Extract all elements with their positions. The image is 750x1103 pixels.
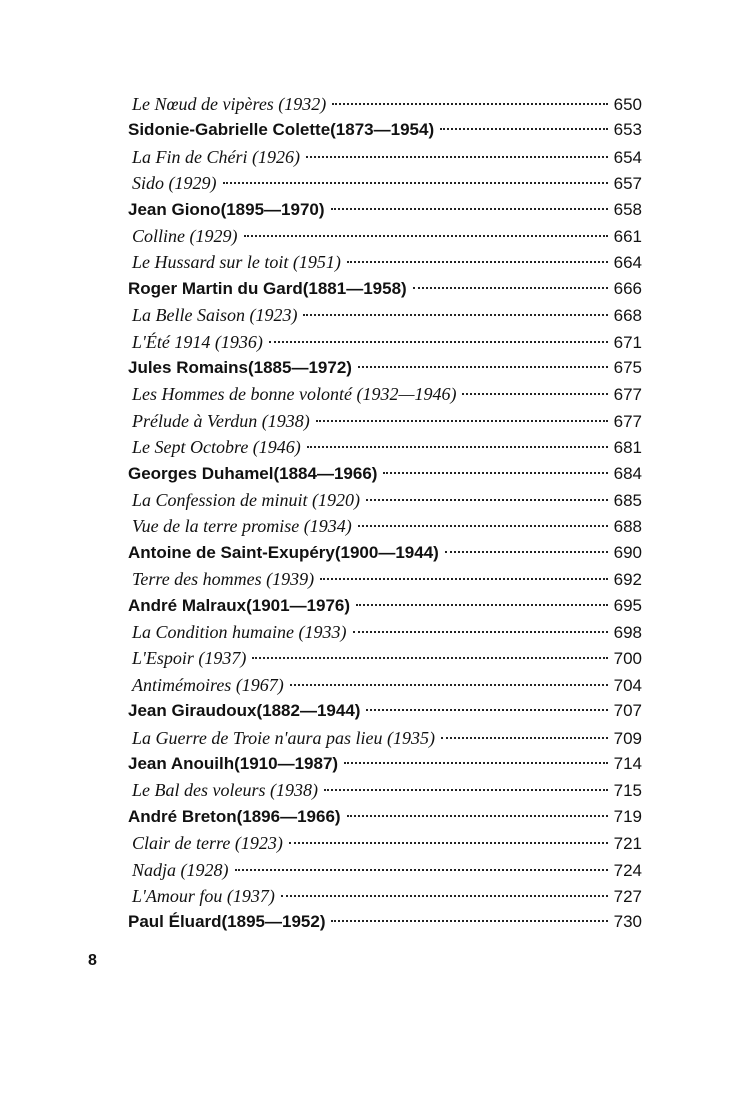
dot-leader xyxy=(306,156,608,158)
toc-work-entry[interactable] xyxy=(132,332,642,358)
toc-work-entry[interactable] xyxy=(132,648,642,674)
toc-entry-page-number: 675 xyxy=(613,358,642,377)
toc-entry-title: Roger Martin du Gard(1881—1958) xyxy=(128,278,407,298)
toc-work-entry[interactable] xyxy=(132,780,642,806)
toc-work-entry[interactable] xyxy=(132,226,642,252)
dot-leader xyxy=(383,472,607,474)
toc-author-entry[interactable] xyxy=(128,596,642,622)
dot-leader xyxy=(307,446,608,448)
dot-leader xyxy=(441,737,608,739)
toc-entry-title: La Fin de Chéri (1926) xyxy=(132,146,300,167)
toc-entry-page-number: 698 xyxy=(613,623,642,642)
toc-author-entry[interactable] xyxy=(128,464,642,490)
toc-author-entry[interactable] xyxy=(128,912,642,938)
dot-leader xyxy=(413,287,608,289)
dot-leader xyxy=(366,709,607,711)
toc-entry-page-number: 664 xyxy=(613,253,642,273)
dot-leader xyxy=(347,261,608,263)
dot-leader xyxy=(281,895,608,897)
toc-entry-page-number: 692 xyxy=(613,570,642,590)
toc-entry-title: Le Nœud de vipères (1932) xyxy=(132,94,327,114)
dot-leader xyxy=(269,341,608,343)
toc-entry-title: Sidonie-Gabrielle Colette(1873—1954) xyxy=(128,120,435,140)
dot-leader xyxy=(303,314,607,316)
toc-entry-title: L'Amour fou (1937) xyxy=(132,886,275,906)
toc-author-entry[interactable] xyxy=(128,807,642,833)
toc-entry-page-number: 666 xyxy=(613,278,642,298)
toc-entry-page-number: 653 xyxy=(613,120,642,140)
toc-work-entry[interactable] xyxy=(132,569,642,595)
toc-entry-page-number: 719 xyxy=(613,806,642,826)
toc-entry-title: La Confession de minuit (1920) xyxy=(132,490,360,510)
toc-author-entry[interactable] xyxy=(128,200,642,226)
toc-author-entry[interactable] xyxy=(128,120,642,146)
dot-leader xyxy=(252,657,607,659)
toc-entry-page-number: 690 xyxy=(613,542,642,562)
toc-entry-title: Paul Éluard(1895—1952) xyxy=(128,912,326,932)
dot-leader xyxy=(353,631,608,633)
toc-entry-page-number: 727 xyxy=(613,887,642,906)
toc-work-entry[interactable] xyxy=(132,437,642,463)
toc-entry-page-number: 668 xyxy=(613,306,642,326)
dot-leader xyxy=(366,499,608,501)
toc-entry-page-number: 671 xyxy=(613,332,642,352)
toc-entry-page-number: 685 xyxy=(613,491,642,510)
dot-leader xyxy=(358,366,608,368)
toc-work-entry[interactable] xyxy=(132,622,642,648)
toc-work-entry[interactable] xyxy=(132,411,642,437)
toc-work-entry[interactable] xyxy=(132,860,642,886)
toc-entry-title: André Malraux(1901—1976) xyxy=(128,595,351,615)
dot-leader xyxy=(316,420,608,422)
toc-entry-page-number: 681 xyxy=(613,438,642,458)
toc-work-entry[interactable] xyxy=(132,173,642,199)
dot-leader xyxy=(358,525,608,527)
toc-work-entry[interactable] xyxy=(132,516,642,542)
dot-leader xyxy=(347,815,608,817)
toc-entry-title: La Condition humaine (1933) xyxy=(132,622,347,642)
toc-entry-page-number: 650 xyxy=(613,95,642,114)
toc-author-entry[interactable] xyxy=(128,543,642,569)
toc-entry-page-number: 654 xyxy=(613,147,642,167)
toc-author-entry[interactable] xyxy=(128,754,642,780)
toc-entry-page-number: 657 xyxy=(613,174,642,194)
toc-work-entry[interactable] xyxy=(132,252,642,278)
toc-author-entry[interactable] xyxy=(128,279,642,305)
toc-work-entry[interactable] xyxy=(132,94,642,120)
toc-work-entry[interactable] xyxy=(132,384,642,410)
toc-entry-page-number: 709 xyxy=(613,728,642,748)
toc-author-entry[interactable] xyxy=(128,701,642,727)
toc-entry-title: Clair de terre (1923) xyxy=(132,833,283,854)
toc-entry-page-number: 695 xyxy=(613,595,642,615)
toc-entry-page-number: 661 xyxy=(613,227,642,246)
toc-entry-title: Jean Anouilh(1910—1987) xyxy=(128,754,339,773)
toc-work-entry[interactable] xyxy=(132,675,642,701)
dot-leader xyxy=(445,551,608,553)
toc-entry-title: Terre des hommes (1939) xyxy=(132,569,315,590)
toc-entry-page-number: 704 xyxy=(613,675,642,695)
dot-leader xyxy=(324,789,608,791)
toc-entry-title: Sido (1929) xyxy=(132,173,217,194)
toc-author-entry[interactable] xyxy=(128,358,642,384)
dot-leader xyxy=(223,182,608,184)
dot-leader xyxy=(320,578,607,580)
toc-entry-title: Antimémoires (1967) xyxy=(132,674,284,695)
dot-leader xyxy=(332,103,607,105)
toc-entry-page-number: 688 xyxy=(613,517,642,537)
toc-entry-title: La Belle Saison (1923) xyxy=(132,305,298,326)
toc-entry-title: André Breton(1896—1966) xyxy=(128,806,341,826)
dot-leader xyxy=(344,762,608,764)
toc-entry-page-number: 684 xyxy=(613,463,642,483)
toc-entry-title: Nadja (1928) xyxy=(132,859,229,880)
toc-entry-title: L'Été 1914 (1936) xyxy=(132,331,263,352)
toc-entry-page-number: 707 xyxy=(613,701,642,721)
toc-work-entry[interactable] xyxy=(132,305,642,331)
toc-entry-title: Les Hommes de bonne volonté (1932—1946) xyxy=(132,384,457,405)
toc-entry-title: Le Hussard sur le toit (1951) xyxy=(132,252,341,273)
toc-work-entry[interactable] xyxy=(132,490,642,516)
toc-entry-page-number: 714 xyxy=(613,754,642,773)
toc-work-entry[interactable] xyxy=(132,147,642,173)
toc-entry-page-number: 658 xyxy=(613,199,642,219)
dot-leader xyxy=(289,842,608,844)
toc-entry-page-number: 724 xyxy=(613,860,642,880)
toc-work-entry[interactable] xyxy=(132,728,642,754)
toc-entry-title: La Guerre de Troie n'aura pas lieu (1935) xyxy=(132,727,436,748)
dot-leader xyxy=(331,208,608,210)
toc-work-entry[interactable] xyxy=(132,886,642,912)
toc-entry-title: Vue de la terre promise (1934) xyxy=(132,516,352,537)
toc-entry-page-number: 730 xyxy=(613,912,642,932)
dot-leader xyxy=(290,684,608,686)
toc-entry-title: Le Sept Octobre (1946) xyxy=(132,437,301,458)
toc-entry-page-number: 721 xyxy=(613,834,642,854)
toc-entry-title: Jean Giraudoux(1882—1944) xyxy=(128,701,361,721)
toc-entry-title: Colline (1929) xyxy=(132,226,238,246)
toc-entry-title: Le Bal des voleurs (1938) xyxy=(132,780,318,801)
toc-entry-page-number: 677 xyxy=(613,411,642,431)
toc-entry-page-number: 677 xyxy=(613,385,642,405)
toc-entry-title: Georges Duhamel(1884—1966) xyxy=(128,463,378,483)
dot-leader xyxy=(235,869,608,871)
dot-leader xyxy=(244,235,608,237)
toc-work-entry[interactable] xyxy=(132,833,642,859)
toc-entry-title: Antoine de Saint-Exupéry(1900—1944) xyxy=(128,542,439,562)
dot-leader xyxy=(440,128,608,130)
dot-leader xyxy=(331,920,607,922)
toc-entry-title: Jules Romains(1885—1972) xyxy=(128,358,352,377)
dot-leader xyxy=(462,393,607,395)
toc-entry-page-number: 715 xyxy=(613,781,642,801)
toc-entry-title: L'Espoir (1937) xyxy=(132,648,247,669)
page-number: 8 xyxy=(88,952,97,969)
toc-entry-title: Prélude à Verdun (1938) xyxy=(132,410,310,431)
dot-leader xyxy=(356,604,608,606)
toc-entry-page-number: 700 xyxy=(613,649,642,669)
toc-entry-title: Jean Giono(1895—1970) xyxy=(128,199,325,219)
